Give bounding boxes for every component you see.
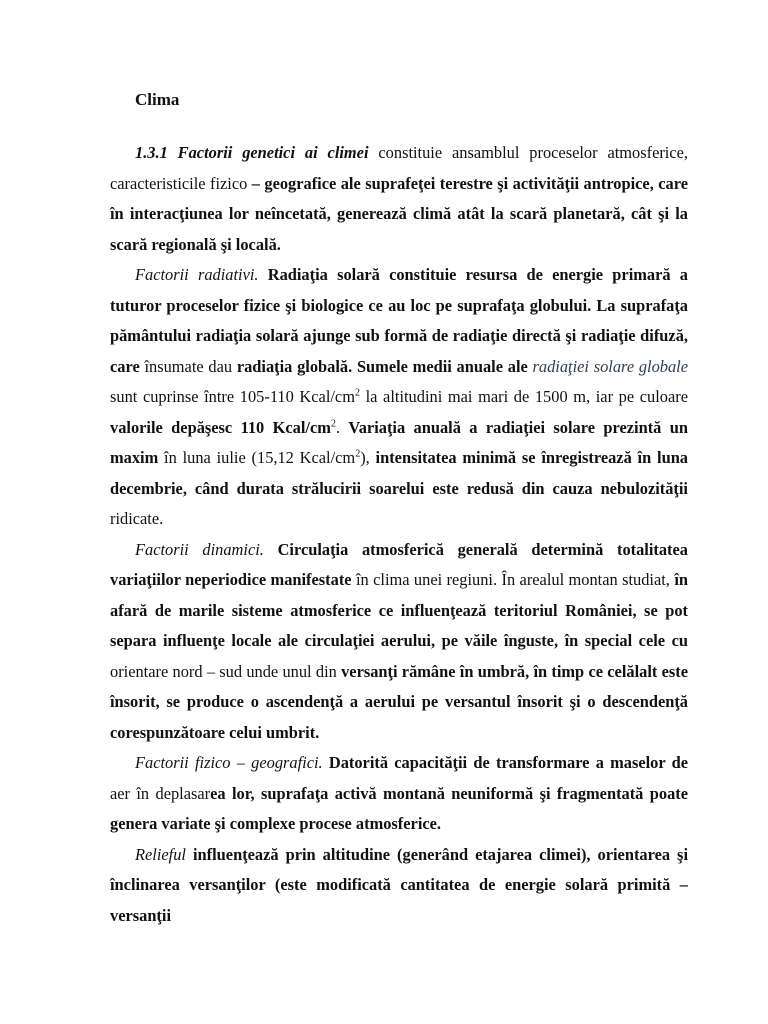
text-run: . <box>335 417 349 437</box>
text-run: în clima unei regiuni. În arealul montan studiat, <box>351 570 675 589</box>
text-run <box>259 265 268 284</box>
paragraph <box>110 260 688 535</box>
text-run: valorile depăşesc 110 Kcal/cm <box>110 417 331 437</box>
text-run: intensitatea minimă se înregistrează în luna decembrie, când durata strălucirii soarelui este redusă din cauza nebulozităţii <box>110 448 688 498</box>
text-run: – geografice ale suprafeţei terestre şi activităţii antropice, care în interacţiunea lor neîncetată, generează climă atât la scară planetară, cât şi la scară regională şi locală. <box>110 173 688 254</box>
text-run: sunt cuprinse între 105-110 Kcal/cm <box>110 387 355 406</box>
paragraph <box>110 535 688 749</box>
text-run: 2 <box>330 418 336 430</box>
text-run: ea lor, suprafaţa activă montană neuniformă şi fragmentată poate genera variate şi complexe procese atmosferice. <box>110 783 688 833</box>
document-body <box>110 138 688 931</box>
text-run: Factorii radiativi. <box>135 265 259 284</box>
text-run: ridicate. <box>110 509 164 528</box>
text-link[interactable]: radiaţiei solare globale <box>532 356 689 376</box>
text-run <box>186 845 193 864</box>
text-run: 2 <box>355 448 361 460</box>
text-run: constituie ansamblul proceselor atmosferice, caracteristicile fizico <box>110 143 688 193</box>
text-run: României, se pot separa influenţe locale ale circulaţiei aerului, pe văile înguste, în special cele cu <box>110 600 688 650</box>
text-run: în luna iulie (15,12 Kcal/cm <box>158 448 356 467</box>
text-run: Relieful <box>135 844 186 864</box>
text-run: Radiaţia solară constituie resursa de energie primară a tuturor proceselor fizice şi biologice ce au loc pe suprafaţa globului. La suprafaţa pământului radiaţia solară ajunge sub formă de radiaţie directă şi radiaţie difuză, care <box>110 265 688 376</box>
paragraph <box>110 748 688 840</box>
text-run: Variaţia anuală a radiaţiei solare prezintă un maxim <box>110 417 688 467</box>
text-run: 1.3.1 Factorii genetici ai climei <box>135 143 369 162</box>
text-run: radiaţia globală. Sumele medii anuale ale <box>236 356 528 376</box>
text-run: Datorită capacităţii de transformare a maselor de <box>328 753 688 772</box>
text-run: 2 <box>354 387 360 399</box>
text-run: orientare nord – sud unde unul din <box>110 661 342 681</box>
text-run: însumate dau <box>139 356 237 376</box>
text-run: versanţi rămâne în umbră, în timp ce celălalt este însorit, se produce o ascendenţă a aerului pe versantul însorit şi o descendenţă corespunzătoare celui umbrit. <box>110 661 688 742</box>
text-run: Factorii fizico – geografici. <box>135 753 323 772</box>
text-run: la altitudini mai mari de 1500 m, iar pe culoare <box>359 387 689 406</box>
text-run: Factorii dinamici. <box>135 539 264 559</box>
text-run: Circulaţia atmosferică generală determină totalitatea variaţiilor neperiodice manifestate <box>110 539 688 589</box>
text-run: ), <box>360 448 376 467</box>
text-run: în afară de marile sisteme atmosferice ce influenţează teritoriul <box>110 570 688 620</box>
text-run: aer în deplasar <box>110 783 211 803</box>
text-run <box>264 540 278 559</box>
text-run: influenţează prin altitudine (generând etajarea climei), orientarea şi înclinarea versanţilor (este modificată cantitatea de energie solară primită – versanţii <box>110 844 688 925</box>
text-run <box>558 601 566 620</box>
paragraph <box>110 138 688 260</box>
paragraph <box>110 840 688 932</box>
document-title: Clima <box>135 90 180 109</box>
